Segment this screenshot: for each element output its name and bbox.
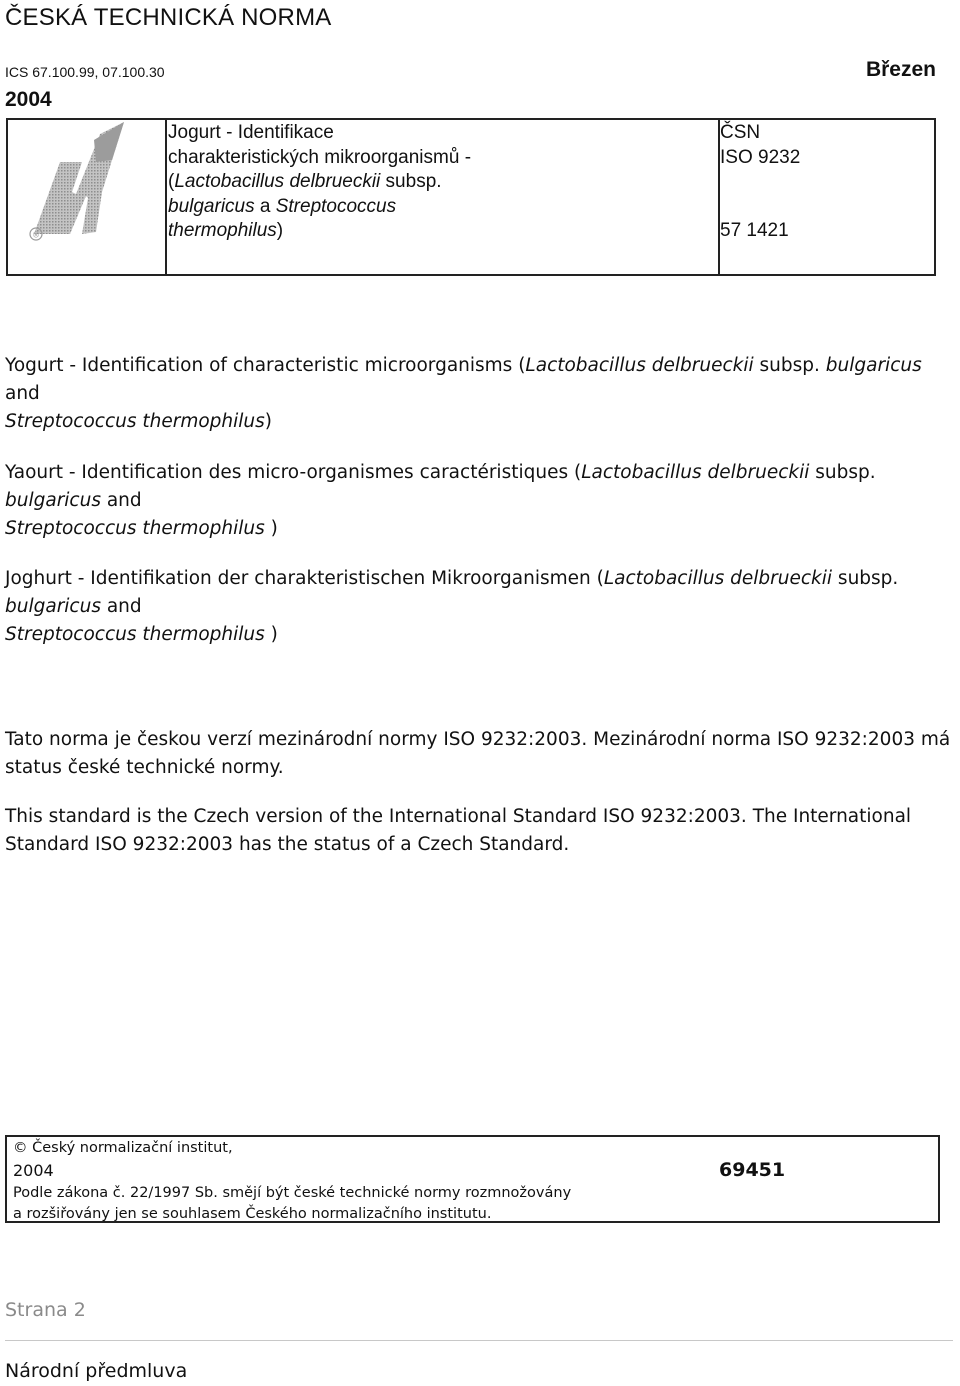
czech-title-line xyxy=(168,195,708,220)
copyright-year: 2004 xyxy=(13,1161,54,1180)
czech-title xyxy=(168,121,708,244)
title-text: subsp. xyxy=(809,462,876,483)
copyright-icon: © xyxy=(13,1140,33,1156)
standard-designation xyxy=(720,121,800,170)
standard-number: ISO 9232 xyxy=(720,146,801,168)
title-text: subsp. xyxy=(832,568,899,589)
title-text: a xyxy=(254,195,276,217)
species-name: thermophilus xyxy=(168,220,277,241)
title-french xyxy=(5,459,957,543)
czech-title-line: charakteristických mikroorganismů - xyxy=(168,146,472,168)
section-heading: Národní předmluva xyxy=(5,1360,188,1382)
copyright-holder: Český normalizační institut, xyxy=(32,1140,233,1156)
czech-title-line: Jogurt - Identifikace xyxy=(168,122,334,143)
classification-number: 57 1421 xyxy=(720,220,789,241)
title-text: ) xyxy=(264,624,278,645)
copyright-line xyxy=(13,1137,233,1159)
document-heading: ČESKÁ TECHNICKÁ NORMA xyxy=(5,4,332,31)
issue-year: 2004 xyxy=(5,88,52,111)
title-text: ) xyxy=(264,411,273,432)
species-name: bulgaricus xyxy=(5,596,101,617)
czech-title-line xyxy=(168,170,708,195)
species-name: Lactobacillus delbrueckii xyxy=(174,171,381,192)
svg-text:®: ® xyxy=(32,230,40,240)
title-text: and xyxy=(100,490,142,511)
title-text: subsp. xyxy=(380,171,442,192)
species-name: Lactobacillus delbrueckii xyxy=(581,462,810,483)
title-english xyxy=(5,352,957,436)
species-name: Lactobacillus delbrueckii xyxy=(603,568,833,589)
standard-label: ČSN xyxy=(720,122,761,143)
issue-month: Březen xyxy=(865,58,936,81)
title-german xyxy=(5,565,957,649)
copyright-box xyxy=(5,1135,940,1223)
title-text: Yaourt - Identification des micro-organismes caractéristiques ( xyxy=(5,462,582,483)
statement-english: This standard is the Czech version of the International Standard ISO 9232:2003. The International Standard ISO 9232:2003 has the status of a Czech Standard. xyxy=(5,806,912,855)
species-name: Streptococcus xyxy=(275,195,397,217)
page-number: Strana 2 xyxy=(5,1299,86,1321)
title-text: Joghurt - Identifikation der charakteristischen Mikroorganismen ( xyxy=(5,568,604,589)
ics-codes: ICS 67.100.99, 07.100.30 xyxy=(5,64,165,80)
species-name: Streptococcus thermophilus xyxy=(5,518,265,539)
catalog-number: 69451 xyxy=(719,1159,786,1181)
unmz-logo-icon xyxy=(16,122,166,246)
title-text: ) xyxy=(276,220,284,241)
law-notice-line: a rozšiřovány jen se souhlasem Českého normalizačního institutu. xyxy=(13,1206,492,1222)
czech-title-line xyxy=(168,219,708,244)
species-name: bulgaricus xyxy=(168,195,255,217)
title-text: ) xyxy=(264,518,278,539)
species-name: bulgaricus xyxy=(5,490,101,511)
title-text: subsp. xyxy=(753,355,826,376)
title-text: ( xyxy=(168,171,175,192)
page-divider xyxy=(5,1340,953,1341)
title-text: and xyxy=(100,596,142,617)
title-block xyxy=(6,118,936,276)
species-name: Streptococcus thermophilus xyxy=(5,624,265,645)
species-name: Streptococcus thermophilus xyxy=(5,411,265,432)
species-name: Lactobacillus delbrueckii xyxy=(525,355,754,376)
species-name: bulgaricus xyxy=(825,355,922,376)
law-notice-line: Podle zákona č. 22/1997 Sb. smějí být české technické normy rozmnožovány xyxy=(13,1185,572,1201)
title-text: and xyxy=(5,383,40,404)
statement-czech: Tato norma je českou verzí mezinárodní normy ISO 9232:2003. Mezinárodní norma ISO 9232:2003 má status české technické normy. xyxy=(5,729,951,778)
title-text: Yogurt - Identification of characteristic microorganisms ( xyxy=(5,355,526,376)
